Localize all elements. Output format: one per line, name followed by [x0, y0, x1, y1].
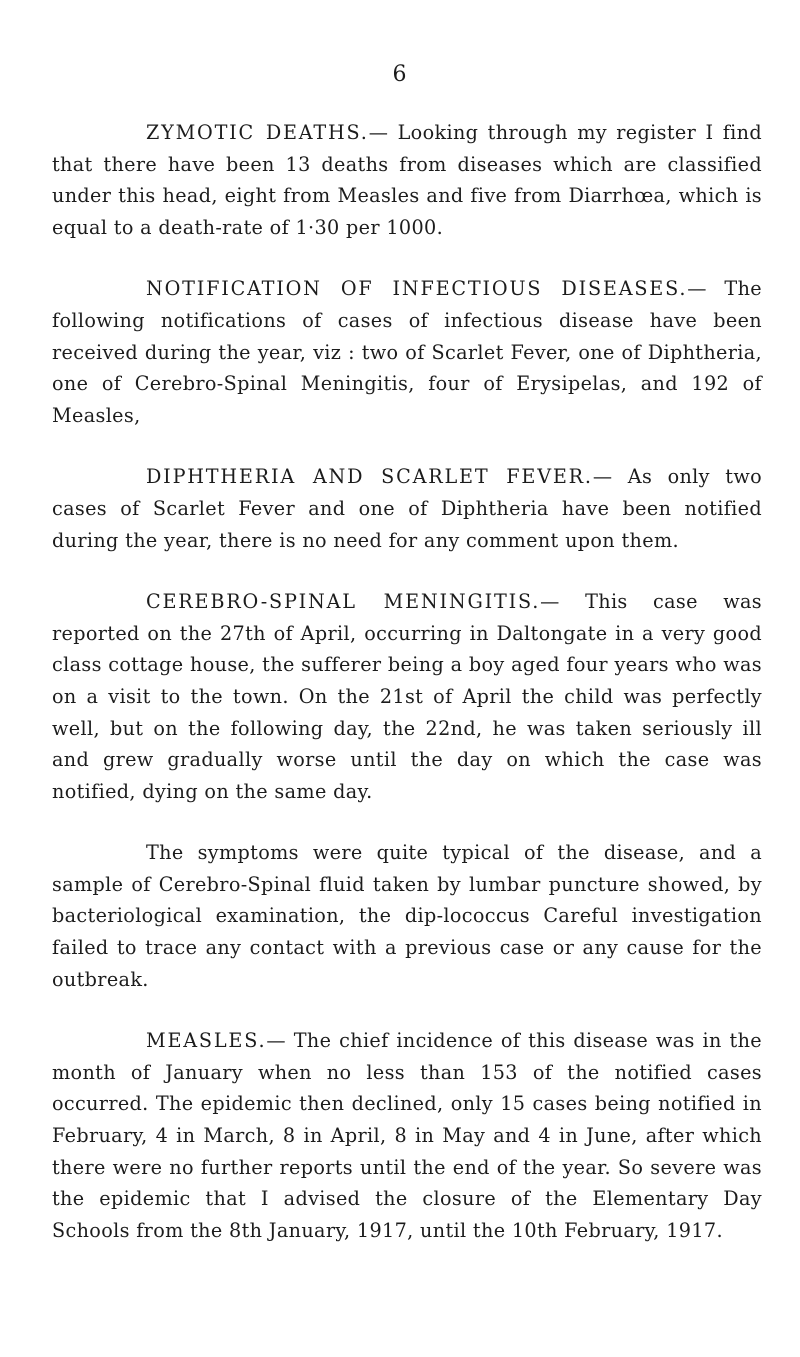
text-measles: — The chief incidence of this disease was in the month of January when no less than 153 of the notified cases occurred. The epidemic then declined, only 15 cases being notified in February, 4 in March, 8 in April, 8 in May and 4 in June, after which there were no further reports until the end of the year. So severe was the epidemic that I advised the closure of the Elementary Day Schools from the 8th January, 1917, until the 10th February, 1917.: [52, 1029, 762, 1242]
paragraph-measles: [52, 1025, 762, 1246]
text-meningitis: — This case was reported on the 27th of April, occurring in Daltongate in a very good class cottage house, the sufferer being a boy aged four years who was on a visit to the town. On the 21st of April the child was perfectly well, but on the following day, the 22nd, he was taken seriously ill and grew gradually worse until the day on which the case was notified, dying on the same day.: [52, 590, 762, 803]
heading-notification: NOTIFICATION OF INFECTIOUS DISEASES.: [146, 277, 688, 301]
heading-measles: MEASLES.: [146, 1029, 267, 1053]
body-text: [52, 117, 762, 1276]
paragraph-symptoms: [52, 837, 762, 995]
paragraph-diphtheria-scarlet: [52, 461, 762, 556]
heading-zymotic-deaths: ZYMOTIC DEATHS.: [146, 121, 369, 144]
paragraph-zymotic-deaths: [52, 117, 762, 243]
text-diphtheria-scarlet: — As only two cases of Scarlet Fever and one of Diphtheria have been notified during the year, there is no need for any comment upon them.: [52, 465, 762, 552]
text-symptoms: The symptoms were quite typical of the disease, and a sample of Cerebro-Spinal fluid taken by lumbar puncture showed, by bacteriological examination, the dip-lococcus Careful investigation failed to trace any contact with a previous case or any cause for the outbreak.: [52, 841, 762, 991]
paragraph-notification: [52, 273, 762, 431]
text-zymotic-deaths: — Looking through my register I find that there have been 13 deaths from diseases which are classified under this head, eight from Measles and five from Diarrhœa, which is equal to a death-rate of 1·30 per 1000.: [52, 121, 762, 239]
heading-diphtheria-scarlet: DIPHTHERIA AND SCARLET FEVER.: [146, 465, 593, 489]
text-notification: — The following notifications of cases of infectious disease have been received during the year, viz : two of Scarlet Fever, one of Diphtheria, one of Cerebro-Spinal Meningitis, four of Erysipelas, and 192 of Measles,: [52, 277, 762, 427]
heading-meningitis: CEREBRO-SPINAL MENINGITIS.: [146, 590, 541, 614]
paragraph-meningitis: [52, 586, 762, 807]
page-number: 6: [392, 62, 408, 87]
